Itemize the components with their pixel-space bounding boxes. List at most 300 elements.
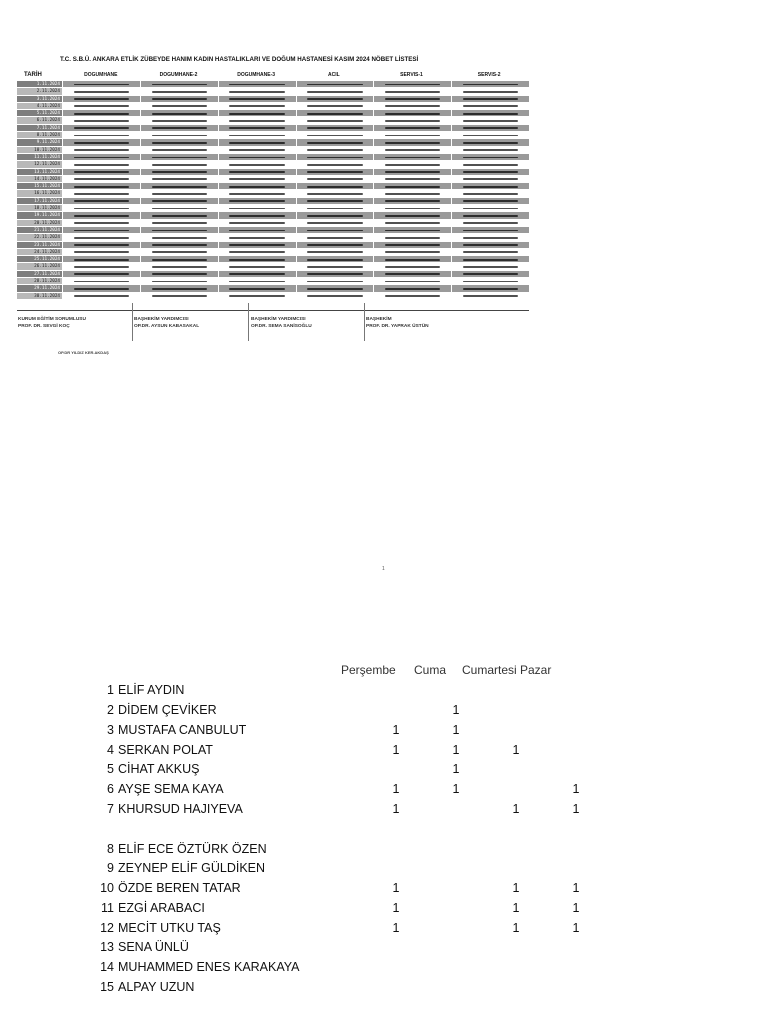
person-row [0,759,768,779]
schedule-cell [373,81,451,87]
schedule-cell [296,198,374,204]
schedule-cell [140,293,218,299]
schedule-date: 11.11.2024 [17,154,62,160]
date-column-header: TARİH [24,72,42,78]
duty-count-sat: 1 [512,901,520,915]
schedule-cell [296,212,374,218]
duty-count-sun: 1 [572,901,580,915]
schedule-row [17,271,529,278]
schedule-date: 20.11.2024 [17,220,62,226]
schedule-date: 18.11.2024 [17,205,62,211]
schedule-cell [140,147,218,153]
schedule-cell [62,263,140,269]
schedule-cell [451,147,529,153]
header-thursday: Perşembe [341,663,396,677]
schedule-cell [62,88,140,94]
schedule-cell [218,161,296,167]
schedule-cell [62,212,140,218]
schedule-cell [218,103,296,109]
schedule-cell [140,271,218,277]
schedule-cell [451,190,529,196]
signature-role: BAŞHEKİM YARDIMCISI [134,317,189,322]
schedule-date: 22.11.2024 [17,234,62,240]
schedule-date: 3.11.2024 [17,96,62,102]
schedule-cell [373,169,451,175]
person-row [0,858,768,878]
duty-count-fri: 1 [452,703,460,717]
schedule-cell [140,220,218,226]
schedule-row [17,220,529,227]
signature-role: BAŞHEKİM [366,317,392,322]
duty-count-thu: 1 [392,723,400,737]
schedule-row [17,234,529,241]
schedule-date: 17.11.2024 [17,198,62,204]
schedule-cell [218,190,296,196]
schedule-cell [373,278,451,284]
schedule-cell [62,176,140,182]
schedule-cell [451,132,529,138]
schedule-cell [140,256,218,262]
schedule-row [17,169,529,176]
schedule-cell [451,227,529,233]
schedule-date: 15.11.2024 [17,183,62,189]
schedule-cell [140,139,218,145]
schedule-row [17,132,529,139]
person-number: 12 [100,921,114,935]
column-header-servis-1: SERVİS-1 [400,72,423,78]
schedule-cell [62,139,140,145]
schedule-date: 12.11.2024 [17,161,62,167]
schedule-cell [62,249,140,255]
schedule-date: 10.11.2024 [17,147,62,153]
schedule-cell [296,183,374,189]
schedule-cell [218,176,296,182]
duty-count-thu: 1 [392,881,400,895]
schedule-cell [62,117,140,123]
schedule-cell [140,234,218,240]
duty-count-sun: 1 [572,802,580,816]
person-name: CİHAT AKKUŞ [118,762,200,776]
schedule-cell [140,103,218,109]
schedule-cell [373,285,451,291]
schedule-row [17,103,529,110]
schedule-cell [296,139,374,145]
schedule-cell [451,198,529,204]
schedule-cell [451,176,529,182]
schedule-cell [373,161,451,167]
schedule-cell [296,125,374,131]
schedule-cell [373,198,451,204]
schedule-cell [296,176,374,182]
schedule-cell [140,88,218,94]
schedule-cell [62,190,140,196]
person-row [0,680,768,700]
column-header-dogumhane: DOĞUMHANE [84,72,118,78]
schedule-cell [62,220,140,226]
person-name: ELİF AYDIN [118,683,185,697]
schedule-cell [373,147,451,153]
schedule-cell [296,154,374,160]
schedule-cell [62,161,140,167]
schedule-cell [451,110,529,116]
person-number: 6 [107,782,114,796]
column-header-servis-2: SERVİS-2 [477,72,501,78]
schedule-cell [373,139,451,145]
schedule-cell [296,88,374,94]
schedule-cell [140,154,218,160]
schedule-cell [451,220,529,226]
schedule-cell [140,263,218,269]
person-number: 3 [107,723,114,737]
schedule-cell [373,96,451,102]
schedule-cell [451,117,529,123]
schedule-cell [62,96,140,102]
schedule-cell [451,183,529,189]
schedule-cell [373,205,451,211]
schedule-cell [140,169,218,175]
schedule-cell [373,117,451,123]
schedule-cell [373,234,451,240]
schedule-cell [296,147,374,153]
signature-name: OP.DR. SEMA SANİSOĞLU [251,324,312,329]
signature-divider [132,303,133,341]
schedule-cell [140,249,218,255]
schedule-cell [62,227,140,233]
schedule-date: 14.11.2024 [17,176,62,182]
schedule-cell [451,169,529,175]
schedule-date: 21.11.2024 [17,227,62,233]
schedule-cell [451,256,529,262]
schedule-row [17,161,529,168]
schedule-cell [296,256,374,262]
signature-divider [248,303,249,341]
schedule-cell [218,132,296,138]
schedule-cell [62,125,140,131]
person-row [0,720,768,740]
schedule-row [17,205,529,212]
schedule-cell [218,249,296,255]
schedule-cell [451,249,529,255]
schedule-cell [140,125,218,131]
schedule-cell [140,81,218,87]
page-number: 1 [382,566,385,572]
schedule-cell [451,139,529,145]
schedule-cell [451,103,529,109]
duty-count-sun: 1 [572,782,580,796]
person-row [0,918,768,938]
schedule-cell [451,278,529,284]
schedule-cell [218,234,296,240]
schedule-cell [373,103,451,109]
person-name: MECİT UTKU TAŞ [118,921,221,935]
schedule-cell [140,198,218,204]
schedule-cell [140,242,218,248]
schedule-date: 26.11.2024 [17,263,62,269]
schedule-date: 13.11.2024 [17,169,62,175]
duty-count-sun: 1 [572,881,580,895]
schedule-row [17,183,529,190]
schedule-row [17,139,529,146]
person-number: 2 [107,703,114,717]
signature-role: BAŞHEKİM YARDIMCISI [251,317,306,322]
schedule-cell [296,263,374,269]
schedule-row [17,147,529,154]
person-row [0,898,768,918]
schedule-cell [373,271,451,277]
schedule-cell [140,278,218,284]
schedule-cell [218,242,296,248]
schedule-cell [451,88,529,94]
schedule-cell [140,161,218,167]
schedule-date: 25.11.2024 [17,256,62,262]
schedule-cell [62,278,140,284]
schedule-date: 4.11.2024 [17,103,62,109]
schedule-cell [451,212,529,218]
schedule-cell [296,249,374,255]
person-name: ELİF ECE ÖZTÜRK ÖZEN [118,842,267,856]
person-row [0,839,768,859]
signature-name: PROF. DR. YAPRAK ÜSTÜN [366,324,429,329]
schedule-row [17,212,529,219]
schedule-date: 1.11.2024 [17,81,62,87]
schedule-cell [296,285,374,291]
person-name: DİDEM ÇEVİKER [118,703,217,717]
schedule-row [17,96,529,103]
schedule-cell [296,190,374,196]
schedule-cell [373,263,451,269]
schedule-row [17,242,529,249]
schedule-cell [62,154,140,160]
schedule-row [17,249,529,256]
schedule-cell [373,88,451,94]
header-saturday: Cumartesi [462,663,517,677]
schedule-cell [451,125,529,131]
signature-divider [364,303,365,341]
schedule-row [17,227,529,234]
person-row [0,799,768,819]
schedule-row [17,125,529,132]
schedule-date: 7.11.2024 [17,125,62,131]
person-name: EZGİ ARABACI [118,901,205,915]
schedule-row [17,285,529,292]
schedule-cell [218,125,296,131]
schedule-cell [218,212,296,218]
schedule-cell [62,110,140,116]
schedule-cell [451,96,529,102]
person-number: 7 [107,802,114,816]
schedule-cell [296,161,374,167]
schedule-table-bottom-rule [17,310,529,312]
schedule-cell [62,256,140,262]
duty-count-sat: 1 [512,921,520,935]
duty-count-thu: 1 [392,782,400,796]
signature-name: PROF. DR. SEVGİ KOÇ [18,324,70,329]
schedule-cell [62,285,140,291]
person-number: 15 [100,980,114,994]
person-row [0,700,768,720]
person-number: 1 [107,683,114,697]
signature-name: OP.DR. AYSUN KABASAKAL [134,324,200,329]
schedule-row [17,190,529,197]
schedule-cell [296,242,374,248]
schedule-date: 2.11.2024 [17,88,62,94]
schedule-date: 28.11.2024 [17,278,62,284]
person-row [0,740,768,760]
person-row [0,957,768,977]
schedule-date: 29.11.2024 [17,285,62,291]
schedule-cell [296,103,374,109]
person-name: SENA ÜNLÜ [118,940,189,954]
schedule-cell [62,169,140,175]
schedule-cell [140,96,218,102]
person-name: MUSTAFA CANBULUT [118,723,247,737]
schedule-row [17,198,529,205]
schedule-cell [140,212,218,218]
schedule-cell [218,139,296,145]
signature-block-deputy-2 [251,316,312,330]
schedule-row [17,278,529,285]
schedule-cell [140,117,218,123]
schedule-row [17,110,529,117]
schedule-cell [218,81,296,87]
schedule-cell [218,198,296,204]
schedule-date: 8.11.2024 [17,132,62,138]
schedule-date: 30.11.2024 [17,293,62,299]
duty-count-thu: 1 [392,802,400,816]
schedule-cell [218,271,296,277]
person-name: ZEYNEP ELİF GÜLDİKEN [118,861,266,875]
schedule-cell [373,190,451,196]
schedule-cell [62,103,140,109]
schedule-cell [296,117,374,123]
person-number: 13 [100,940,114,954]
person-name: ALPAY UZUN [118,980,195,994]
schedule-cell [62,132,140,138]
person-number: 4 [107,743,114,757]
schedule-cell [451,263,529,269]
schedule-row [17,117,529,124]
schedule-row [17,154,529,161]
person-name: KHURSUD HAJIYEVA [118,802,243,816]
duty-count-thu: 1 [392,901,400,915]
schedule-cell [140,183,218,189]
schedule-cell [296,293,374,299]
schedule-cell [62,242,140,248]
schedule-cell [296,110,374,116]
schedule-cell [140,132,218,138]
schedule-cell [62,234,140,240]
schedule-row [17,263,529,270]
person-row [0,878,768,898]
schedule-cell [373,154,451,160]
schedule-cell [218,285,296,291]
schedule-cell [140,190,218,196]
person-name: SERKAN POLAT [118,743,213,757]
schedule-date: 27.11.2024 [17,271,62,277]
schedule-cell [451,242,529,248]
column-header-acil: ACİL [327,72,340,78]
schedule-cell [296,271,374,277]
schedule-date: 16.11.2024 [17,190,62,196]
person-row [0,937,768,957]
duty-count-sat: 1 [512,881,520,895]
schedule-date: 5.11.2024 [17,110,62,116]
schedule-date: 24.11.2024 [17,249,62,255]
schedule-cell [373,227,451,233]
person-row [0,977,768,997]
schedule-cell [218,278,296,284]
person-number: 14 [100,960,114,974]
schedule-cell [373,249,451,255]
schedule-row [17,81,529,88]
schedule-cell [296,169,374,175]
column-header-dogumhane-3: DOĞUMHANE-3 [237,72,276,78]
person-number: 5 [107,762,114,776]
schedule-cell [218,183,296,189]
person-number: 10 [100,881,114,895]
schedule-cell [373,125,451,131]
schedule-cell [218,154,296,160]
schedule-cell [296,132,374,138]
schedule-column-headers [62,72,528,81]
person-name: ÖZDE BEREN TATAR [118,881,241,895]
duty-count-thu: 1 [392,921,400,935]
schedule-cell [296,205,374,211]
schedule-date: 19.11.2024 [17,212,62,218]
schedule-row [17,293,529,300]
signature-block-chief [366,316,429,330]
schedule-cell [62,81,140,87]
schedule-table [17,81,529,300]
duty-count-sat: 1 [512,743,520,757]
schedule-cell [140,110,218,116]
schedule-cell [373,212,451,218]
schedule-cell [62,183,140,189]
schedule-cell [451,154,529,160]
person-row [0,779,768,799]
duty-count-thu: 1 [392,743,400,757]
schedule-date: 23.11.2024 [17,242,62,248]
schedule-cell [140,205,218,211]
schedule-cell [373,256,451,262]
schedule-cell [62,271,140,277]
schedule-cell [218,147,296,153]
schedule-cell [296,220,374,226]
schedule-cell [451,285,529,291]
person-number: 9 [107,861,114,875]
signature-block-deputy-1 [134,316,199,330]
schedule-cell [62,147,140,153]
schedule-date: 9.11.2024 [17,139,62,145]
small-note: OP.DR YILDIZ KER.AKDAŞ [58,350,109,355]
schedule-cell [62,205,140,211]
schedule-cell [373,220,451,226]
duty-count-fri: 1 [452,723,460,737]
duty-count-fri: 1 [452,743,460,757]
person-number: 11 [101,901,114,915]
schedule-cell [296,81,374,87]
schedule-cell [140,285,218,291]
person-name: MUHAMMED ENES KARAKAYA [118,960,300,974]
header-friday: Cuma [414,663,447,677]
person-name: AYŞE SEMA KAYA [118,782,224,796]
schedule-cell [296,278,374,284]
schedule-cell [373,183,451,189]
schedule-row [17,88,529,95]
schedule-cell [451,293,529,299]
schedule-cell [451,161,529,167]
schedule-cell [218,293,296,299]
